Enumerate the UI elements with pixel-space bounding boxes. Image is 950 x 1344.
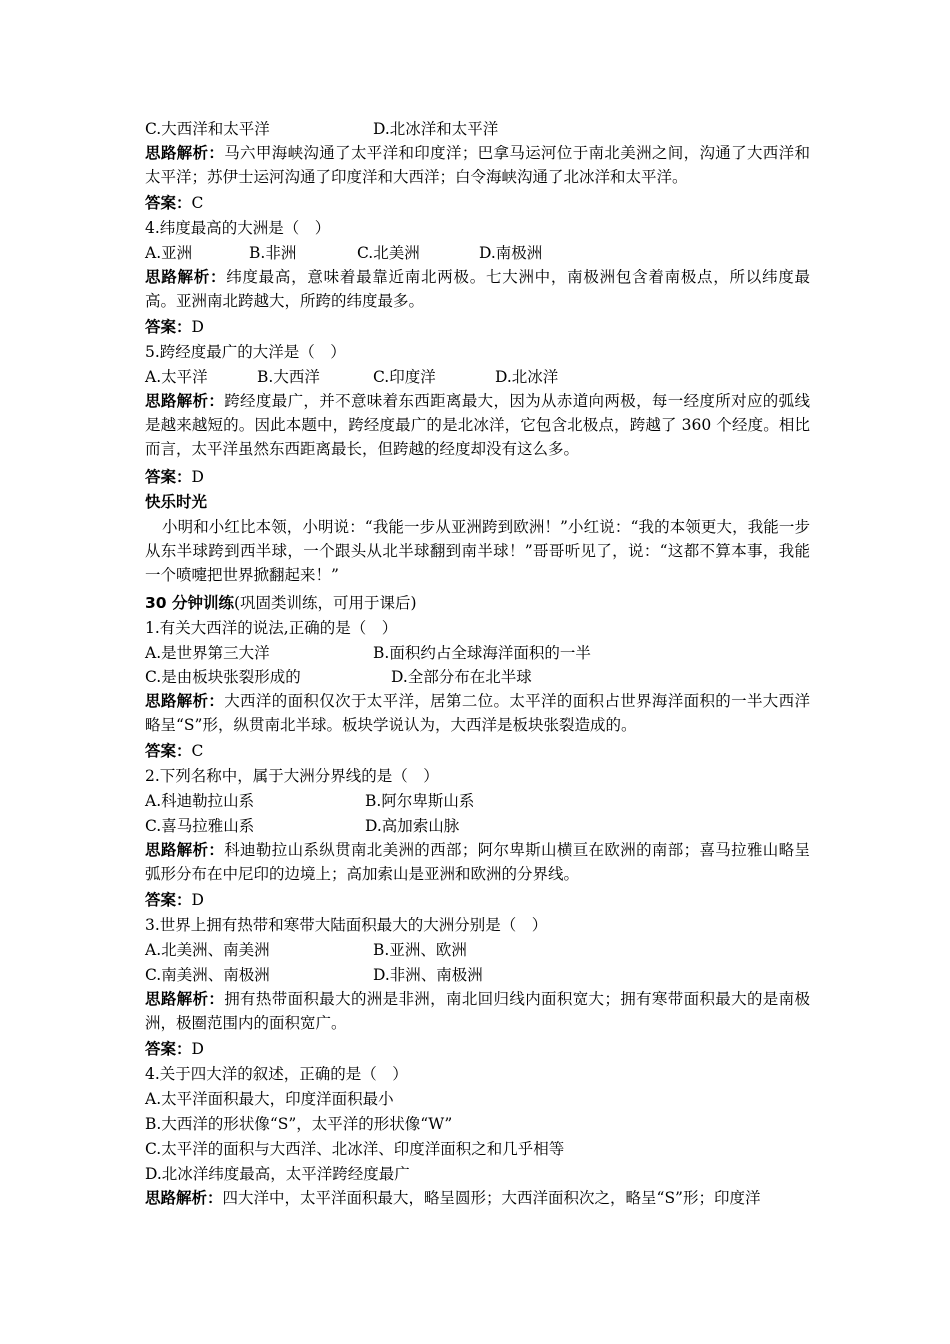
analysis-label: 思路解析： [145, 144, 225, 162]
answer-value: D [191, 1040, 204, 1058]
option-d: D.全部分布在北半球 [391, 668, 532, 686]
option-c: C.南美洲、南极洲 [145, 966, 270, 984]
answer-label: 答案： [145, 468, 192, 486]
answer-label: 答案： [145, 194, 192, 212]
analysis-paragraph [145, 689, 810, 737]
option-c: C.是由板块张裂形成的 [145, 668, 301, 686]
analysis-text: 跨经度最广，并不意味着东西距离最大，因为从赤道向两极，每一经度所对应的弧线是越来越短的。因此本题中，跨经度最广的是北冰洋，它包含北极点，跨越了 360 个经度。相比而言，太平洋虽然东西距离最长，但跨越的经度却没有这么多。 [145, 392, 810, 458]
analysis-paragraph [145, 265, 810, 313]
option-a: A.亚洲 [145, 244, 193, 262]
analysis-text: 大西洋的面积仅次于太平洋，居第二位。太平洋的面积占世界海洋面积的一半大西洋略呈“S”形，纵贯南北半球。板块学说认为，大西洋是板块张裂造成的。 [145, 692, 810, 734]
answer-line [145, 465, 204, 489]
answer-label: 答案： [145, 742, 192, 760]
option-d: D.非洲、南极洲 [373, 966, 483, 984]
option-a: A.北美洲、南美洲 [145, 941, 270, 959]
option-a: A.是世界第三大洋 [145, 644, 270, 662]
analysis-paragraph [145, 389, 810, 461]
training-title: 30 分钟训练 [145, 594, 234, 612]
answer-line [145, 1037, 204, 1061]
question-4: 4.纬度最高的大洲是（ ） [145, 219, 331, 237]
answer-value: D [191, 468, 204, 486]
analysis-label: 思路解析： [145, 692, 225, 710]
answer-value: D [191, 318, 204, 336]
analysis-label: 思路解析： [145, 841, 225, 859]
happy-paragraph: 小明和小红比本领，小明说：“我能一步从亚洲跨到欧洲！”小红说：“我的本领更大，我能一步从东半球跨到西半球，一个跟头从北半球翻到南半球！”哥哥听见了，说：“这都不算本事，我能一个喷嚏把世界掀翻起来！” [145, 518, 810, 584]
answer-line [145, 739, 203, 763]
question-5: 5.跨经度最广的大洋是（ ） [145, 343, 346, 361]
answer-label: 答案： [145, 318, 192, 336]
option-b: B.面积约占全球海洋面积的一半 [373, 644, 591, 662]
analysis-paragraph [145, 838, 810, 886]
analysis-label: 思路解析： [145, 1189, 223, 1207]
answer-label: 答案： [145, 891, 192, 909]
section-title-training [145, 591, 417, 615]
option-b: B.非洲 [249, 244, 297, 262]
answer-line [145, 888, 204, 912]
answer-line [145, 191, 203, 215]
option-b: B.亚洲、欧洲 [373, 941, 467, 959]
analysis-text: 拥有热带面积最大的洲是非洲，南北回归线内面积宽大；拥有寒带面积最大的是南极洲，极圈范围内的面积宽广。 [145, 990, 810, 1032]
analysis-label: 思路解析： [145, 268, 227, 286]
option-c: C.北美洲 [357, 244, 420, 262]
analysis-label: 思路解析： [145, 990, 225, 1008]
option-d: D.高加索山脉 [365, 817, 460, 835]
analysis-text: 四大洋中，太平洋面积最大，略呈圆形；大西洋面积次之，略呈“S”形；印度洋 [222, 1189, 761, 1207]
option-d: D.北冰洋纬度最高，太平洋跨经度最广 [145, 1165, 410, 1183]
option-b: B.阿尔卑斯山系 [365, 792, 475, 810]
training-question-2: 2.下列名称中，属于大洲分界线的是（ ） [145, 767, 439, 785]
option-c: C.喜马拉雅山系 [145, 817, 255, 835]
training-question-3: 3.世界上拥有热带和寒带大陆面积最大的大洲分别是（ ） [145, 916, 548, 934]
analysis-text: 科迪勒拉山系纵贯南北美洲的西部；阿尔卑斯山横亘在欧洲的南部；喜马拉雅山略呈弧形分布在中尼印的边境上；高加索山是亚洲和欧洲的分界线。 [145, 841, 810, 883]
analysis-paragraph [145, 1186, 810, 1210]
analysis-paragraph [145, 987, 810, 1035]
option-c: C.太平洋的面积与大西洋、北冰洋、印度洋面积之和几乎相等 [145, 1140, 565, 1158]
analysis-label: 思路解析： [145, 392, 225, 410]
option-d: D.北冰洋和太平洋 [373, 120, 499, 138]
training-question-1: 1.有关大西洋的说法,正确的是（ ） [145, 619, 398, 637]
option-a: A.太平洋面积最大，印度洋面积最小 [145, 1090, 394, 1108]
answer-value: C [191, 742, 204, 760]
answer-line [145, 315, 204, 339]
option-c: C.大西洋和太平洋 [145, 120, 270, 138]
option-b: B.大西洋的形状像“S”，太平洋的形状像“W” [145, 1115, 453, 1133]
analysis-paragraph [145, 141, 810, 189]
answer-value: C [191, 194, 204, 212]
answer-value: D [191, 891, 204, 909]
analysis-text: 纬度最高，意味着最靠近南北两极。七大洲中，南极洲包含着南极点，所以纬度最高。亚洲南北跨越大，所跨的纬度最多。 [145, 268, 810, 310]
analysis-text: 马六甲海峡沟通了太平洋和印度洋；巴拿马运河位于南北美洲之间，沟通了大西洋和太平洋；苏伊士运河沟通了印度洋和大西洋；白令海峡沟通了北冰洋和太平洋。 [145, 144, 810, 186]
option-a: A.太平洋 [145, 368, 208, 386]
option-c: C.印度洋 [373, 368, 436, 386]
training-subtitle: (巩固类训练，可用于课后) [233, 594, 417, 612]
section-title-happy: 快乐时光 [145, 493, 208, 511]
answer-label: 答案： [145, 1040, 192, 1058]
option-d: D.南极洲 [479, 244, 543, 262]
option-d: D.北冰洋 [495, 368, 559, 386]
option-a: A.科迪勒拉山系 [145, 792, 255, 810]
training-question-4: 4.关于四大洋的叙述，正确的是（ ） [145, 1065, 408, 1083]
option-b: B.大西洋 [257, 368, 320, 386]
